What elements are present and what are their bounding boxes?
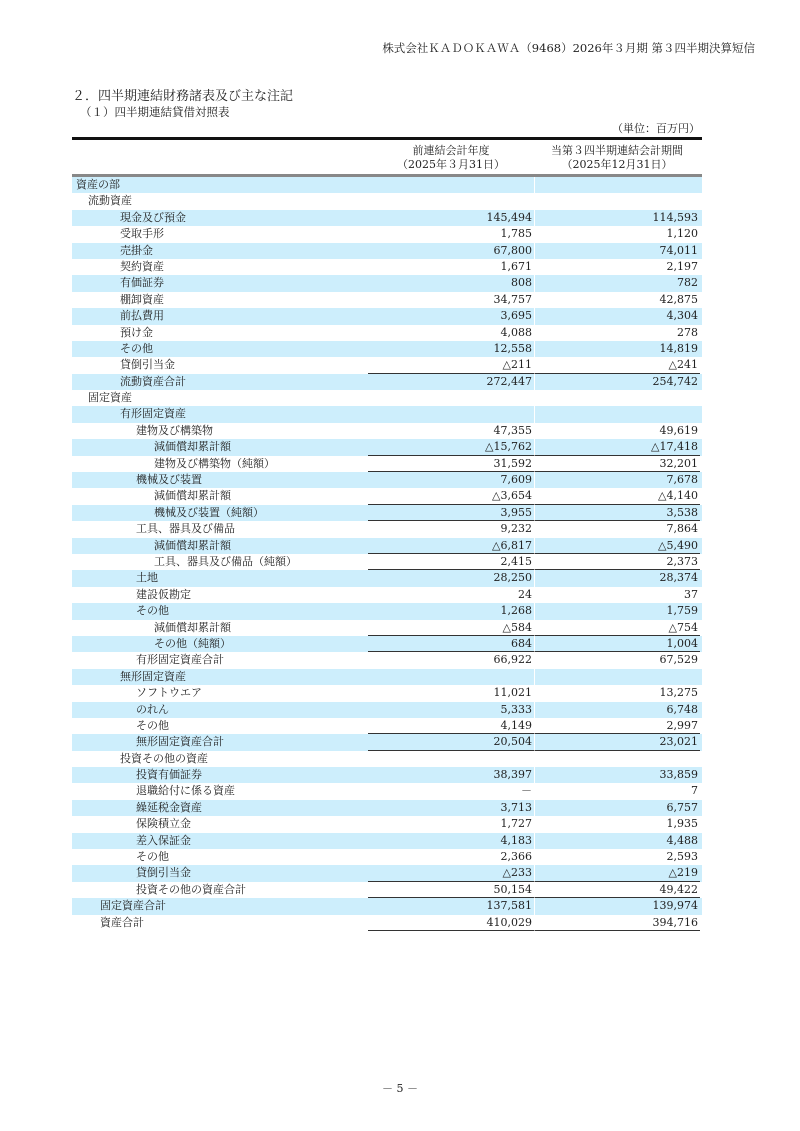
prior-value: △15,762 — [368, 439, 534, 455]
current-value: △5,490 — [534, 538, 700, 554]
prior-value: △584 — [368, 620, 534, 636]
table-row — [72, 488, 702, 504]
table-row — [72, 243, 702, 259]
current-value: 782 — [534, 275, 700, 291]
prior-value: 2,415 — [368, 554, 534, 570]
prior-value: 66,922 — [493, 653, 532, 667]
prior-value — [368, 193, 534, 209]
row-label: 現金及び預金 — [120, 210, 186, 224]
table-row — [72, 423, 702, 439]
prior-value: 20,504 — [368, 734, 534, 750]
table-row — [72, 292, 702, 308]
prior-value: △6,817 — [368, 538, 534, 554]
row-label: その他 — [136, 718, 169, 732]
row-label: ソフトウエア — [136, 686, 202, 700]
prior-value — [368, 751, 534, 767]
row-label: 貸倒引当金 — [136, 866, 191, 880]
table-row — [72, 767, 702, 783]
row-label: 減価償却累計額 — [154, 440, 231, 454]
row-label: 流動資産合計 — [120, 374, 186, 388]
table-row — [72, 570, 702, 586]
table-row — [72, 390, 702, 406]
prior-value: 31,592 — [368, 456, 534, 472]
row-label: 機械及び装置（純額） — [154, 505, 264, 519]
prior-value: 4,149 — [368, 718, 534, 734]
table-row — [72, 357, 702, 373]
prior-value: 5,333 — [500, 702, 532, 716]
row-label: 工具、器具及び備品 — [136, 522, 235, 536]
row-label: 減価償却累計額 — [154, 620, 231, 634]
current-value: 4,304 — [534, 308, 700, 324]
table-row — [72, 915, 702, 931]
table-row — [72, 406, 702, 422]
table-row — [72, 636, 702, 652]
table-row — [72, 800, 702, 816]
table-row — [72, 783, 702, 799]
row-label: 棚卸資産 — [120, 292, 164, 306]
current-value: 278 — [534, 325, 700, 341]
current-value: △4,140 — [534, 488, 700, 504]
current-value: 3,538 — [534, 505, 700, 521]
row-label: 投資その他の資産合計 — [136, 882, 246, 896]
row-label: 固定資産合計 — [100, 899, 166, 913]
prior-value — [368, 390, 534, 406]
table-row — [72, 816, 702, 832]
table-row — [72, 669, 702, 685]
current-value — [534, 406, 700, 422]
prior-value: 4,183 — [500, 833, 532, 847]
current-value: 394,716 — [534, 915, 700, 931]
table-row — [72, 603, 702, 619]
prior-value: 12,558 — [493, 341, 532, 355]
current-value: △17,418 — [534, 439, 700, 455]
table-row — [72, 751, 702, 767]
current-value: △219 — [534, 865, 700, 881]
current-value — [534, 751, 700, 767]
table-row — [72, 849, 702, 865]
current-value: 13,275 — [534, 685, 700, 701]
prior-value: － — [521, 784, 532, 798]
table-row — [72, 210, 702, 226]
row-label: 減価償却累計額 — [154, 489, 231, 503]
prior-value: 1,268 — [500, 604, 532, 618]
prior-value: 7,609 — [500, 473, 532, 487]
row-label: 土地 — [136, 571, 158, 585]
current-value — [534, 177, 700, 193]
table-row — [72, 882, 702, 898]
table-body — [72, 177, 702, 931]
table-row — [72, 898, 702, 914]
current-value: 2,593 — [534, 849, 700, 865]
current-value: △241 — [534, 357, 700, 373]
prior-value: 3,955 — [368, 505, 534, 521]
column-header-prior: 前連結会計年度 （2025年３月31日） — [397, 144, 505, 171]
prior-value — [368, 669, 534, 685]
row-label: 有価証券 — [120, 276, 164, 290]
current-value: 32,201 — [534, 456, 700, 472]
table-row — [72, 833, 702, 849]
row-label: 流動資産 — [88, 194, 132, 208]
table-row — [72, 472, 702, 488]
table-row — [72, 734, 702, 750]
prior-value: 67,800 — [493, 243, 532, 257]
prior-value: 34,757 — [493, 292, 532, 306]
row-label: のれん — [136, 702, 169, 716]
current-value: 14,819 — [534, 341, 700, 357]
table-row — [72, 308, 702, 324]
current-value: 28,374 — [534, 570, 700, 586]
column-header-current: 当第３四半期連結会計期間 （2025年12月31日） — [551, 144, 683, 171]
table-row — [72, 439, 702, 455]
current-value — [534, 390, 700, 406]
current-value: 7,864 — [534, 521, 700, 537]
row-label: 資産の部 — [76, 178, 120, 191]
current-value: 2,373 — [534, 554, 700, 570]
current-value: 2,197 — [534, 259, 700, 275]
prior-value: 1,785 — [500, 227, 532, 241]
prior-value: 2,366 — [500, 850, 532, 864]
row-label: 資産合計 — [100, 915, 144, 929]
prior-value: 4,088 — [500, 325, 532, 339]
current-value: 2,997 — [534, 718, 700, 734]
current-value — [534, 669, 700, 685]
prior-value: 684 — [368, 636, 534, 652]
current-value: 7 — [534, 783, 700, 799]
prior-value: 1,727 — [500, 817, 532, 831]
prior-value: 808 — [511, 276, 532, 290]
current-value: 114,593 — [534, 210, 700, 226]
row-label: 契約資産 — [120, 259, 164, 273]
table-row — [72, 587, 702, 603]
row-label: 保険積立金 — [136, 817, 191, 831]
row-label: その他 — [120, 341, 153, 355]
table-row — [72, 341, 702, 357]
current-value: 139,974 — [534, 898, 700, 914]
table-row — [72, 702, 702, 718]
table-row — [72, 685, 702, 701]
current-value: 37 — [534, 587, 700, 603]
prior-value: 38,397 — [493, 768, 532, 782]
section-title: ２．四半期連結財務諸表及び主な注記 — [72, 89, 294, 104]
table-row — [72, 275, 702, 291]
table-row — [72, 620, 702, 636]
row-label: 工具、器具及び備品（純額） — [154, 554, 297, 568]
row-label: 建物及び構築物 — [136, 423, 213, 437]
prior-value: △211 — [368, 357, 534, 373]
table-row — [72, 259, 702, 275]
row-label: 機械及び装置 — [136, 473, 202, 487]
prior-value: 3,695 — [500, 309, 532, 323]
table-row — [72, 456, 702, 472]
prior-value: 272,447 — [486, 374, 532, 388]
table-row — [72, 325, 702, 341]
row-label: 退職給付に係る資産 — [136, 784, 235, 798]
prior-value: 410,029 — [368, 915, 534, 931]
table-row — [72, 652, 702, 668]
row-label: 貸倒引当金 — [120, 358, 175, 372]
document-header: 株式会社ＫＡＤＯＫＡＷＡ（9468）2026年３月期 第３四半期決算短信 — [382, 41, 755, 55]
row-label: 繰延税金資産 — [136, 800, 202, 814]
current-value: 1,120 — [534, 226, 700, 242]
subsection-title: （１）四半期連結貸借対照表 — [80, 105, 230, 119]
prior-value: 47,355 — [493, 423, 532, 437]
prior-value: △233 — [368, 865, 534, 881]
row-label: 減価償却累計額 — [154, 538, 231, 552]
table-row — [72, 226, 702, 242]
current-value: 74,011 — [534, 243, 700, 259]
prior-value: 1,671 — [500, 259, 532, 273]
current-value: 7,678 — [534, 472, 700, 488]
row-label: その他 — [136, 604, 169, 618]
row-label: 前払費用 — [120, 309, 164, 323]
prior-value: 9,232 — [500, 522, 532, 536]
row-label: 建物及び構築物（純額） — [154, 456, 275, 470]
prior-value: 28,250 — [493, 571, 532, 585]
table-row — [72, 521, 702, 537]
current-value: 49,422 — [534, 882, 700, 898]
current-value: 4,488 — [534, 833, 700, 849]
current-value: △754 — [534, 620, 700, 636]
current-value: 6,748 — [534, 702, 700, 718]
prior-value: 50,154 — [368, 882, 534, 898]
row-label: 差入保証金 — [136, 833, 191, 847]
row-label: 有形固定資産 — [120, 407, 186, 421]
row-label: 無形固定資産 — [120, 669, 186, 683]
table-header — [72, 140, 702, 177]
prior-value: 137,581 — [486, 899, 532, 913]
row-label: 受取手形 — [120, 227, 164, 241]
table-row — [72, 865, 702, 881]
table-row — [72, 554, 702, 570]
current-value: 254,742 — [534, 374, 700, 390]
prior-value: 11,021 — [493, 686, 532, 700]
unit-label: （単位：百万円） — [612, 122, 700, 135]
prior-value — [368, 406, 534, 422]
table-row — [72, 718, 702, 734]
table-row — [72, 193, 702, 209]
current-value: 49,619 — [534, 423, 700, 439]
table-row — [72, 177, 702, 193]
current-value: 33,859 — [534, 767, 700, 783]
current-value: 1,004 — [534, 636, 700, 652]
row-label: 投資その他の資産 — [120, 751, 208, 765]
current-value: 23,021 — [534, 734, 700, 750]
current-value: 67,529 — [534, 652, 700, 668]
table-row — [72, 374, 702, 390]
row-label: 固定資産 — [88, 391, 132, 405]
row-label: 有形固定資産合計 — [136, 653, 224, 667]
current-value — [534, 193, 700, 209]
row-label: その他（純額） — [154, 636, 231, 650]
prior-value: 145,494 — [486, 210, 532, 224]
row-label: 無形固定資産合計 — [136, 735, 224, 749]
prior-value — [368, 177, 534, 193]
row-label: 売掛金 — [120, 243, 153, 257]
row-label: 建設仮勘定 — [136, 587, 191, 601]
current-value: 1,935 — [534, 816, 700, 832]
row-label: 預け金 — [120, 325, 153, 339]
current-value: 6,757 — [534, 800, 700, 816]
prior-value: 3,713 — [500, 800, 532, 814]
table-row — [72, 538, 702, 554]
table-row — [72, 505, 702, 521]
current-value: 1,759 — [534, 603, 700, 619]
row-label: 投資有価証券 — [136, 768, 202, 782]
prior-value: △3,654 — [368, 488, 534, 504]
prior-value: 24 — [518, 587, 532, 601]
row-label: その他 — [136, 850, 169, 864]
page-number: － 5 － — [382, 1082, 418, 1095]
current-value: 42,875 — [534, 292, 700, 308]
balance-sheet-table — [72, 137, 702, 931]
